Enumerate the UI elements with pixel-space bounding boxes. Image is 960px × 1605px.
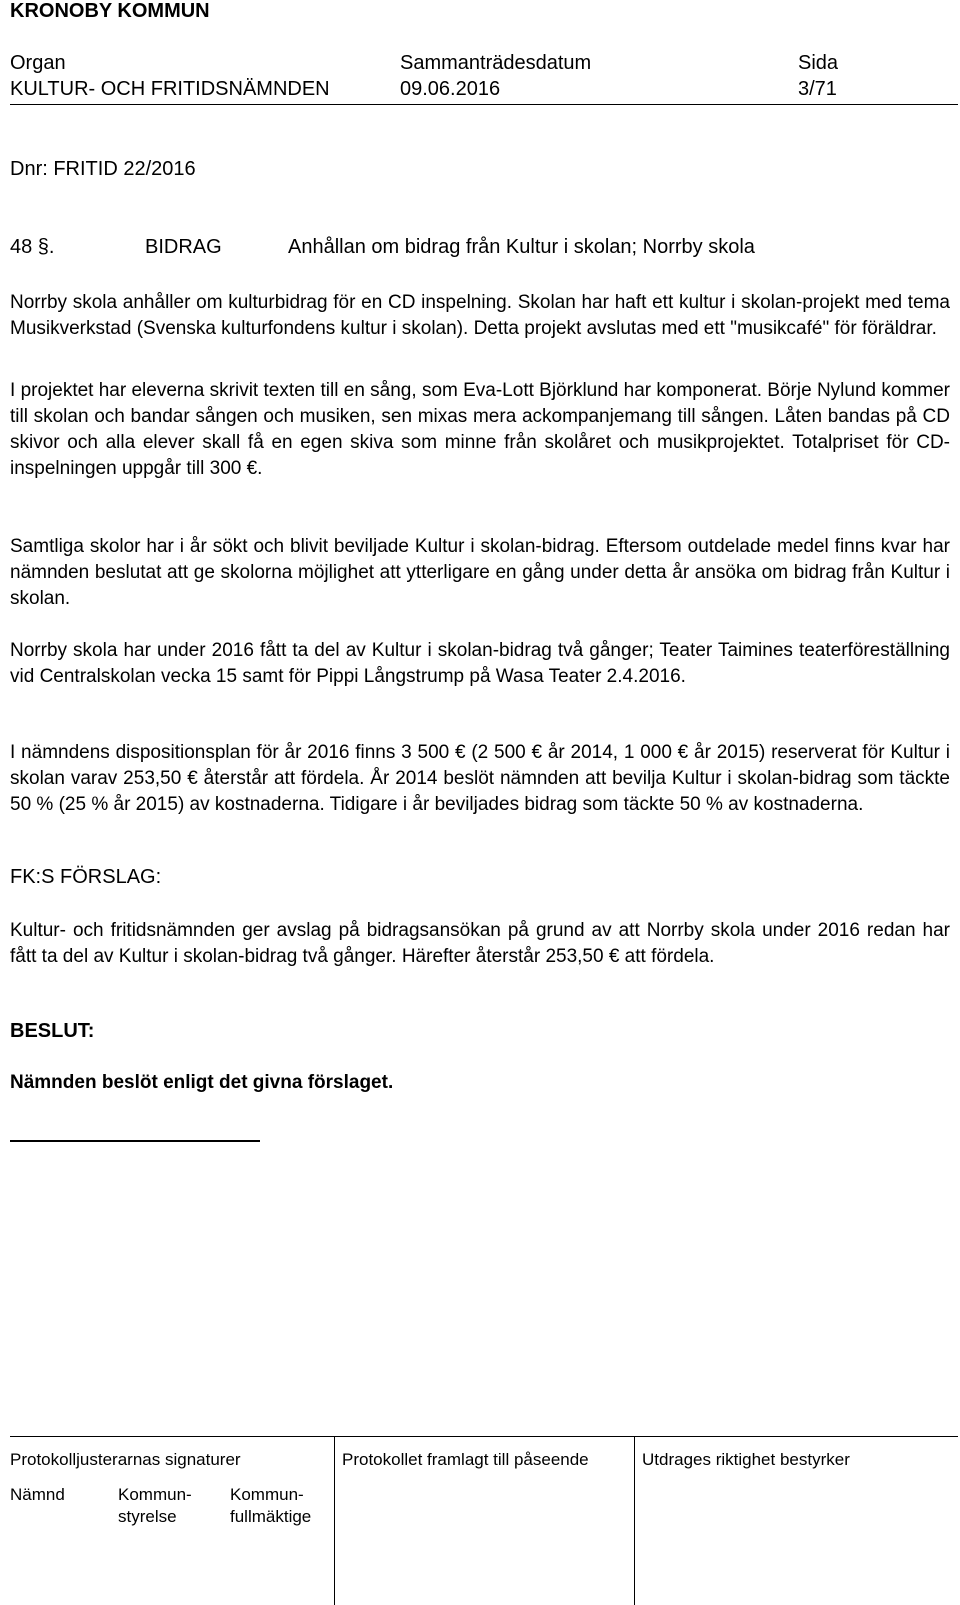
signature-board-line2: styrelse — [118, 1507, 177, 1526]
diary-number: Dnr: FRITID 22/2016 — [10, 158, 196, 180]
signature-council-line1: Kommun- — [230, 1485, 304, 1504]
item-category: BIDRAG — [145, 236, 222, 258]
footer-separator-1 — [334, 1436, 335, 1605]
signature-board-line1: Kommun- — [118, 1485, 192, 1504]
paragraph-all-schools: Samtliga skolor har i år sökt och blivit beviljade Kultur i skolan-bidrag. Eftersom outdelade medel finns kvar har nämnden beslutat att ge skolorna möjlighet att ytterligare en gång under detta år ansöka om bidrag från Kultur i skolan. — [10, 536, 950, 609]
paragraph-request: Norrby skola anhåller om kulturbidrag för en CD inspelning. Skolan har haft ett kultur i skolan-projekt med tema Musikverkstad (Svenska kulturfondens kultur i skolan). Detta projekt avslutas med ett "musikcafé" för föräldrar. — [10, 292, 950, 339]
extract-certified-label: Utdrages riktighet bestyrker — [642, 1450, 850, 1469]
organ-label: Organ — [10, 52, 66, 74]
page-number: 3/71 — [798, 78, 837, 100]
paragraph-project: I projektet har eleverna skrivit texten till en sång, som Eva-Lott Björklund har komponerat. Börje Nylund kommer till skolan och bandar sången och musiken, sen mixas mera ackompanjemang till sången. Låten bandas på CD skivor och alla elever skall få en egen skiva som minne från skolåret och musikprojektet. Totalpriset för CD-inspelningen uppgår till 300 €. — [10, 380, 950, 479]
item-number: 48 §. — [10, 236, 55, 258]
paragraph-budget: I nämndens dispositionsplan för år 2016 finns 3 500 € (2 500 € år 2014, 1 000 € år 2015) reserverat för Kultur i skolan varav 253,50 € återstår att fördela. År 2014 beslöt nämnden att bevilja Kultur i skolan-bidrag som täckte 50 % (25 % år 2015) av kostnaderna. Tidigare i år beviljades bidrag som täckte 50 % av kostnaderna. — [10, 742, 950, 815]
header-divider — [10, 104, 958, 105]
decision-text: Nämnden beslöt enligt det givna förslaget. — [10, 1072, 394, 1093]
page-label: Sida — [798, 52, 839, 74]
proposal-heading: FK:S FÖRSLAG: — [10, 866, 162, 888]
municipality-name: KRONOBY KOMMUN — [10, 0, 210, 22]
proposal-text: Kultur- och fritidsnämnden ger avslag på bidragsansökan på grund av att Norrby skola under 2016 redan har fått ta del av Kultur i skolan-bidrag två gånger. Härefter återstår 253,50 € att fördela. — [10, 920, 950, 967]
footer-separator-2 — [634, 1436, 635, 1605]
paragraph-norrby-grants: Norrby skola har under 2016 fått ta del av Kultur i skolan-bidrag två gånger; Teater Taimines teaterföreställning vid Centralskolan vecka 15 samt för Pippi Långstrump på Wasa Teater 2.4.2016. — [10, 640, 950, 687]
signature-council-line2: fullmäktige — [230, 1507, 312, 1526]
signature-committee: Nämnd — [10, 1485, 65, 1504]
footer-divider — [10, 1436, 958, 1437]
organ-value: KULTUR- OCH FRITIDSNÄMNDEN — [10, 78, 330, 100]
item-title: Anhållan om bidrag från Kultur i skolan; Norrby skola — [288, 236, 755, 258]
decision-heading: BESLUT: — [10, 1020, 95, 1042]
meeting-date-value: 09.06.2016 — [400, 78, 501, 100]
signature-underline — [10, 1140, 260, 1142]
meeting-date-label: Sammanträdesdatum — [400, 52, 592, 74]
signatures-label: Protokolljusterarnas signaturer — [10, 1450, 241, 1469]
posted-label: Protokollet framlagt till påseende — [342, 1450, 589, 1469]
